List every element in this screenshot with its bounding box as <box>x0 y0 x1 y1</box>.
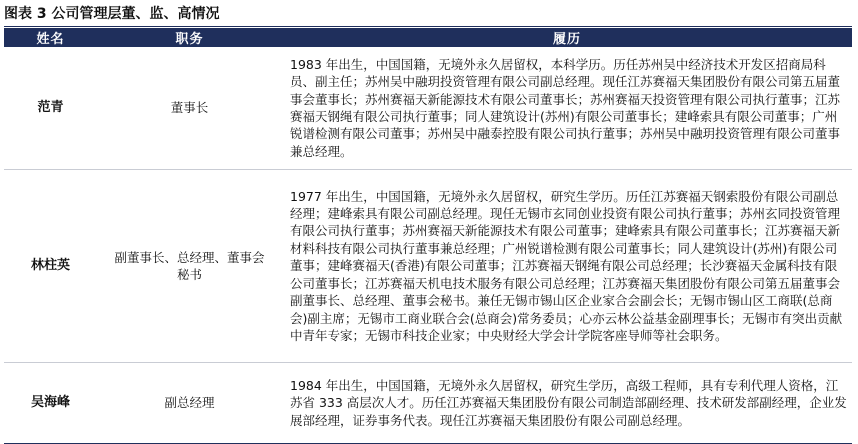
management-table <box>4 28 852 444</box>
person-name: 吴海峰 <box>4 363 97 444</box>
person-position: 董事长 <box>97 47 282 170</box>
person-position: 副董事长、总经理、董事会秘书 <box>97 170 282 363</box>
header-position: 职务 <box>97 28 282 47</box>
header-resume: 履历 <box>282 28 852 47</box>
person-name: 林柱英 <box>4 170 97 363</box>
table-row <box>4 170 852 363</box>
person-position: 副总经理 <box>97 363 282 444</box>
figure-title: 图表 3 公司管理层董、监、高情况 <box>4 6 220 22</box>
title-rule <box>4 26 852 27</box>
person-name: 范青 <box>4 47 97 170</box>
table-row <box>4 363 852 444</box>
table-header-row <box>4 28 852 47</box>
person-resume: 1984 年出生，中国国籍，无境外永久居留权，研究生学历，高级工程师，具有专利代理人资格，江苏省 333 高层次人才。历任江苏赛福天集团股份有限公司制造部副经理、技术研发部副经理，企业发展部经理，证券事务代表。现任江苏赛福天集团股份有限公司副总经理。 <box>282 363 852 444</box>
person-resume: 1977 年出生，中国国籍，无境外永久居留权，研究生学历。历任江苏赛福天钢索股份有限公司副总经理；建峰索具有限公司副总经理。现任无锡市玄同创业投资有限公司执行董事；苏州玄同投资管理有限公司执行董事；苏州赛福天新能源技术有限公司董事；建峰索具有限公司董事长；江苏赛福天新材料科技有限公司执行董事兼总经理；广州锐谱检测有限公司董事长；同人建筑设计(苏州)有限公司董事；建峰赛福天(香港)有限公司董事；江苏赛福天钢绳有限公司总经理；长沙赛福天金属科技有限公司董事长；江苏赛福天机电技术服务有限公司总经理；江苏赛福天集团股份有限公司第五届董事会副董事长、总经理、董事会秘书。兼任无锡市锡山区企业家合会副会长；无锡市锡山区工商联(总商会)副主席；无锡市工商业联合会(总商会)常务委员；心亦云林公益基金副理事长；无锡市有突出贡献中青年专家；无锡市科技企业家；中央财经大学会计学院客座导师等社会职务。 <box>282 170 852 363</box>
person-resume: 1983 年出生，中国国籍，无境外永久居留权，本科学历。历任苏州吴中经济技术开发区招商局科员、副主任；苏州吴中融玥投资管理有限公司副总经理。现任江苏赛福天集团股份有限公司第五届董事会董事长；苏州赛福天新能源技术有限公司董事长；苏州赛福天投资管理有限公司执行董事；江苏赛福天钢绳有限公司执行董事；同人建筑设计(苏州)有限公司董事长；建峰索具有限公司董事；广州锐谱检测有限公司董事；苏州吴中融泰控股有限公司执行董事；苏州吴中融玥投资管理有限公司董事兼总经理。 <box>282 47 852 170</box>
header-name: 姓名 <box>4 28 97 47</box>
table-row <box>4 47 852 170</box>
